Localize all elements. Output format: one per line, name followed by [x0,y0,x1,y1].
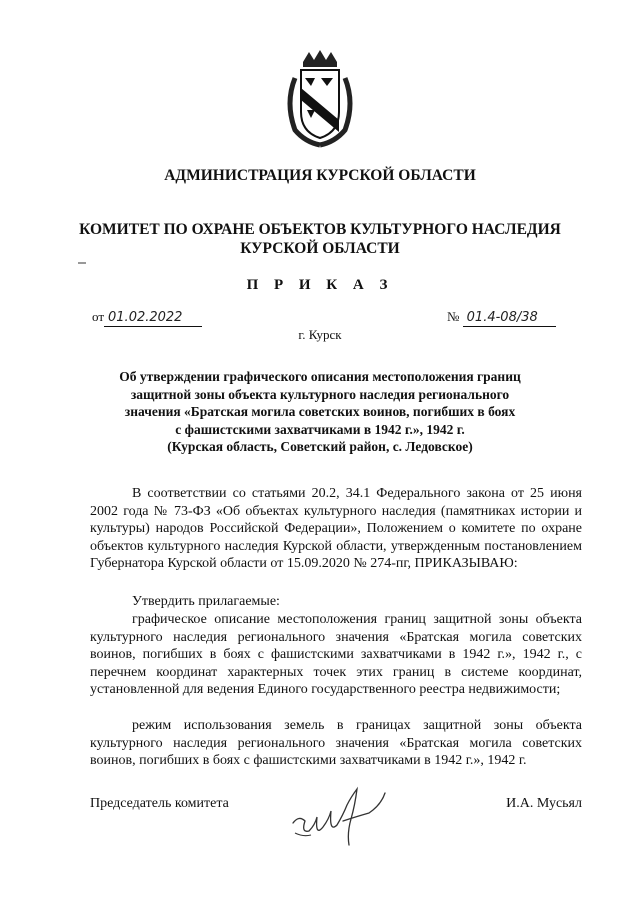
date-value: 01.02.2022 [104,309,202,327]
date-prefix: от [92,309,105,324]
committee-heading-line2: КУРСКОЙ ОБЛАСТИ [240,240,400,257]
number-prefix: № [447,309,460,324]
signatory-title: Председатель комитета [90,796,229,811]
subject-line: Об утверждении графического описания местоположения границ [119,369,521,384]
body-paragraph-approve: Утвердить прилагаемые: [132,594,280,609]
kursk-coat-of-arms-icon [281,48,359,148]
committee-heading-line1: КОМИТЕТ ПО ОХРАНЕ ОБЪЕКТОВ КУЛЬТУРНОГО НАСЛЕДИЯ [79,221,561,238]
subject-line: защитной зоны объекта культурного наследия регионального [130,386,510,402]
number-value: 01.4-08/38 [463,309,556,327]
date-field [92,308,202,327]
body-paragraph-land-use-regime: режим использования земель в границах защитной зоны объекта культурного наследия регионального значения «Братская могила советских воинов, погибших в боях с фашистскими захватчиками в 1942 г.», 1942 г. [90,718,582,769]
scan-mark [78,262,86,264]
body-paragraph-legal-basis: В соответствии со статьями 20.2, 34.1 Федерального закона от 25 июня 2002 года № 73-ФЗ «Об объектах культурного наследия (памятниках истории и культуры) народов Российской Федерации», Положением о комитете по охране объектов культурного наследия Курской области, утвержденным постановлением Губернатора Курской области от 15.09.2020 № 274-пг, ПРИКАЗЫВАЮ: [90,486,582,572]
number-field [447,308,556,327]
city-label: г. Курск [298,327,342,342]
order-subject [100,368,540,456]
subject-line: с фашистскими захватчиками в 1942 г.», 1942 г. [175,421,465,437]
signatory-name: И.А. Мусьял [506,796,582,811]
committee-heading [0,220,640,258]
document-type-title: П Р И К А З [246,277,394,293]
body-paragraph-graphic-description: графическое описание местоположения границ защитной зоны объекта культурного наследия регионального значения «Братская могила советских воинов, погибших в боях с фашистскими захватчиками в 1942 г.», 1942 г., с перечнем координат характерных точек этих границ в системе координат, установленной для ведения Единого государственного реестра недвижимости; [90,612,582,698]
subject-line: значения «Братская могила советских воинов, погибших в боях [124,404,516,419]
subject-line: (Курская область, Советский район, с. Ледовское) [167,439,473,454]
handwritten-signature-icon [285,775,395,855]
administration-heading: АДМИНИСТРАЦИЯ КУРСКОЙ ОБЛАСТИ [164,167,476,184]
